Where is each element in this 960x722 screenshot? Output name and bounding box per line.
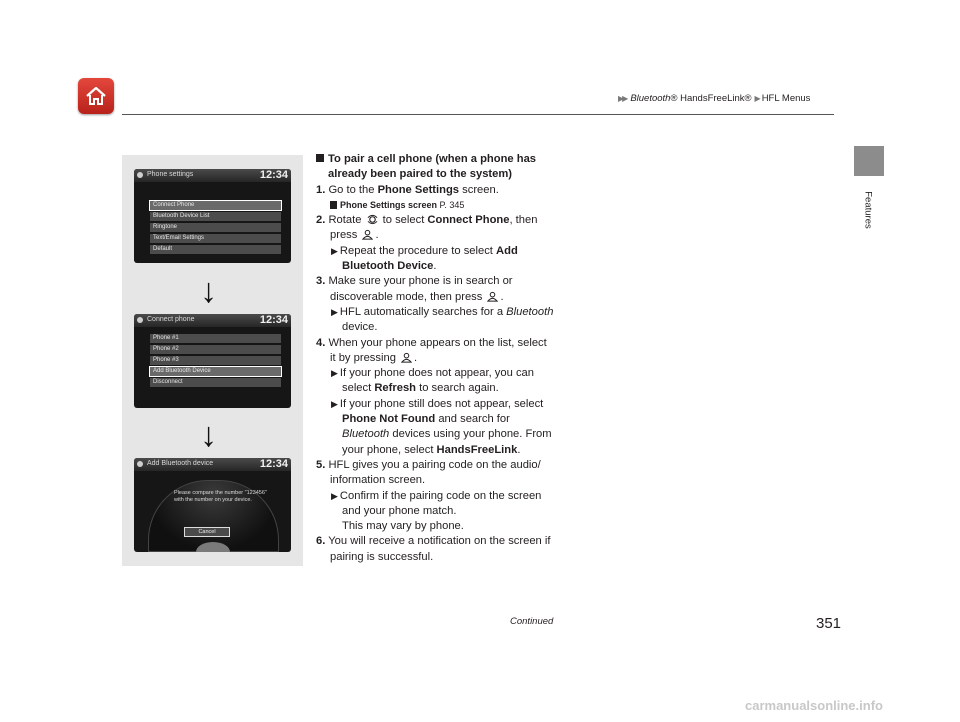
menu-item-text-email[interactable]: Text/Email Settings — [150, 234, 281, 243]
menu-dot-icon — [137, 172, 143, 178]
note-arrow-icon: ▶ — [331, 490, 338, 501]
reference-icon — [330, 201, 337, 209]
note-arrow-icon: ▶ — [331, 368, 338, 379]
breadcrumb-hfl-menus[interactable]: HFL Menus — [761, 93, 811, 104]
continued-label: Continued — [510, 616, 554, 627]
phone-settings-screen — [134, 169, 291, 263]
screen-clock: 12:34 — [259, 169, 288, 181]
step-6: 6. You will receive a notification on the screen if pairing is successful. — [316, 535, 551, 563]
note-arrow-icon: ▶ — [331, 306, 338, 317]
heading-square-icon — [316, 154, 324, 162]
step-1-reference-link[interactable]: Phone Settings screen P. 345 — [316, 198, 554, 213]
watermark: carmanualsonline.info — [745, 698, 883, 713]
add-bluetooth-device-screen — [134, 458, 291, 552]
home-icon — [84, 84, 108, 108]
menu-item-phone-3[interactable]: Phone #3 — [150, 356, 281, 365]
screen-title: Connect phone — [147, 316, 195, 323]
instructions — [316, 152, 554, 565]
step-2: 2. Rotate to select Connect Phone, then press . — [316, 214, 538, 242]
note-arrow-icon: ▶ — [331, 245, 338, 256]
step-2-note: ▶ Repeat the procedure to select Add Bluetooth Device. — [331, 244, 518, 273]
breadcrumb-hfl[interactable]: ® HandsFreeLink® — [670, 93, 752, 104]
step-4-note-2: ▶ If your phone still does not appear, select Phone Not Found and search for Bluetooth devices using your phone. From your phone, select HandsFreeLink. — [331, 397, 552, 456]
breadcrumb-arrow-icon: ▶ — [754, 94, 759, 103]
section-tab[interactable] — [854, 146, 884, 176]
home-button[interactable] — [78, 78, 114, 114]
breadcrumb — [618, 93, 810, 104]
screen-clock: 12:34 — [259, 458, 288, 470]
dialog-cancel-button[interactable]: Cancel — [184, 527, 230, 537]
menu-item-add-bluetooth-device[interactable]: Add Bluetooth Device — [150, 367, 281, 376]
header-rule — [122, 114, 834, 115]
screen-clock: 12:34 — [259, 314, 288, 326]
breadcrumb-arrow-icon: ▶▶ — [618, 94, 627, 103]
menu-item-connect-phone[interactable]: Connect Phone — [150, 201, 281, 210]
breadcrumb-bluetooth[interactable]: Bluetooth — [630, 93, 671, 104]
menu-dot-icon — [137, 461, 143, 467]
screen-title: Add Bluetooth device — [147, 460, 214, 467]
connect-phone-screen — [134, 314, 291, 408]
pairing-dialog-text: Please compare the number "123456" with the number on your device. — [174, 490, 267, 503]
step-1: 1. Go to the Phone Settings screen. — [316, 183, 499, 196]
step-5-note: ▶ Confirm if the pairing code on the screen and your phone match. This may vary by phone. — [331, 489, 542, 533]
screen-title: Phone settings — [147, 171, 194, 178]
step-3-note: ▶ HFL automatically searches for a Bluetooth device. — [331, 305, 554, 334]
menu-item-phone-1[interactable]: Phone #1 — [150, 334, 281, 343]
menu-dot-icon — [137, 317, 143, 323]
down-arrow-icon: ↓ — [200, 272, 217, 310]
interface-dial-icon — [367, 214, 378, 225]
menu-item-device-list[interactable]: Bluetooth Device List — [150, 212, 281, 221]
note-arrow-icon: ▶ — [331, 398, 338, 409]
menu-item-default[interactable]: Default — [150, 245, 281, 254]
step-5: 5. HFL gives you a pairing code on the audio/ information screen. — [316, 458, 541, 487]
press-dial-icon — [487, 291, 498, 302]
press-dial-icon — [362, 229, 373, 240]
down-arrow-icon: ↓ — [200, 416, 217, 454]
page-number: 351 — [816, 615, 842, 632]
step-4: 4. When your phone appears on the list, select it by pressing . — [316, 336, 547, 364]
section-heading: To pair a cell phone (when a phone has already been paired to the system) — [316, 152, 554, 183]
menu-item-disconnect[interactable]: Disconnect — [150, 378, 281, 387]
step-3: 3. Make sure your phone is in search or discoverable mode, then press . — [316, 275, 513, 303]
section-label: Features — [862, 191, 874, 229]
menu-item-phone-2[interactable]: Phone #2 — [150, 345, 281, 354]
menu-item-ringtone[interactable]: Ringtone — [150, 223, 281, 232]
step-4-note-1: ▶ If your phone does not appear, you can select Refresh to search again. — [331, 367, 534, 395]
press-dial-icon — [401, 352, 412, 363]
